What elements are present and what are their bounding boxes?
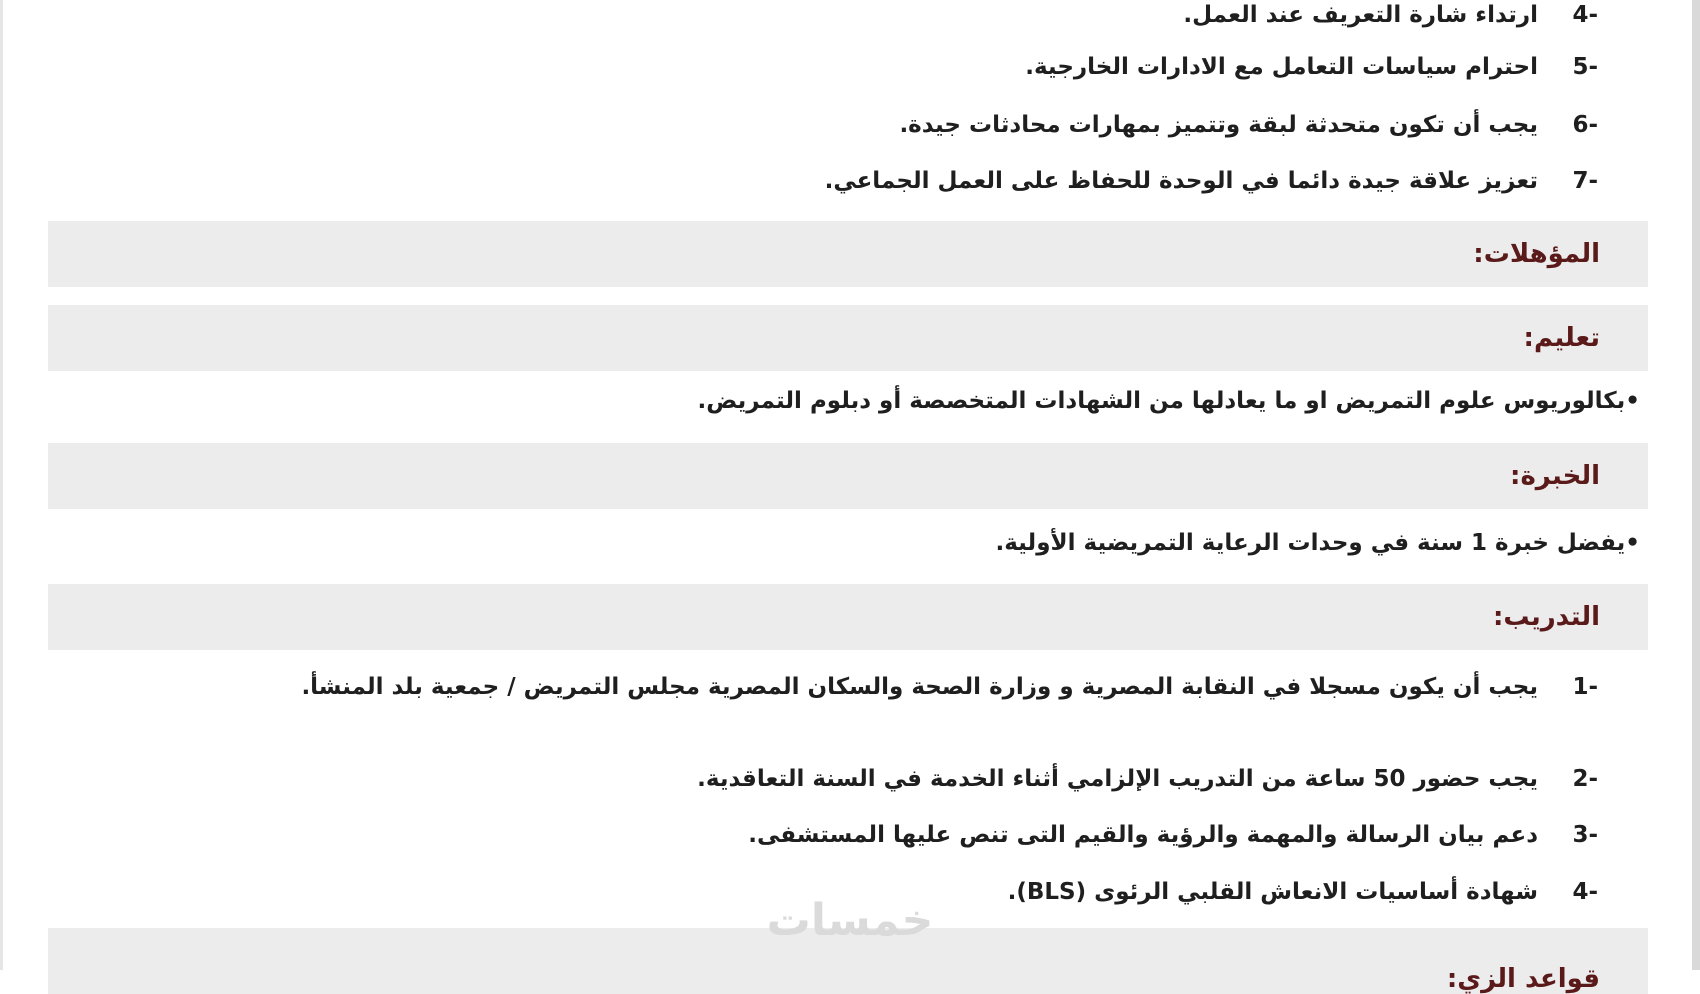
list-item-text: يجب حضور 50 ساعة من التدريب الإلزامي أثناء الخدمة في السنة التعاقدية. <box>697 766 1538 792</box>
list-item <box>128 48 1598 86</box>
list-item-text: يجب أن تكون متحدثة لبقة وتتميز بمهارات محادثات جيدة. <box>899 112 1538 138</box>
list-item-number: -2 <box>1572 766 1598 792</box>
list-item-text: ارتداء شارة التعريف عند العمل. <box>1183 2 1538 28</box>
training-heading: التدريب: <box>1493 602 1600 632</box>
experience-heading-box <box>48 443 1648 509</box>
education-heading: تعليم: <box>1523 323 1600 353</box>
list-item <box>128 760 1598 798</box>
list-item-number: -1 <box>1572 674 1598 700</box>
education-text: •بكالوريوس علوم التمريض او ما يعادلها من الشهادات المتخصصة أو دبلوم التمريض. <box>697 388 1640 414</box>
dress-code-heading: قواعد الزي: <box>1446 964 1600 994</box>
watermark-logo: خمسات <box>766 895 934 946</box>
list-item-number: -7 <box>1572 168 1598 194</box>
list-item-number: -4 <box>1572 2 1598 28</box>
page-left-edge <box>0 0 3 970</box>
list-item <box>128 106 1598 144</box>
list-item <box>128 816 1598 854</box>
list-item <box>128 0 1598 34</box>
list-item-text: تعزيز علاقة جيدة دائما في الوحدة للحفاظ على العمل الجماعي. <box>824 168 1538 194</box>
list-item-text: احترام سياسات التعامل مع الادارات الخارجية. <box>1025 54 1538 80</box>
list-item-number: -5 <box>1572 54 1598 80</box>
list-item-number: -3 <box>1572 822 1598 848</box>
list-item-number: -4 <box>1572 879 1598 905</box>
list-item-text: دعم بيان الرسالة والمهمة والرؤية والقيم التى تنص عليها المستشفى. <box>748 822 1538 848</box>
list-item <box>128 162 1598 200</box>
list-item-number: -6 <box>1572 112 1598 138</box>
document-content <box>48 0 1648 994</box>
list-item-text: شهادة أساسيات الانعاش القلبي الرئوى (BLS). <box>1007 879 1538 905</box>
education-heading-box <box>48 305 1648 371</box>
page-right-edge <box>1692 0 1700 970</box>
list-item-text: يجب أن يكون مسجلا في النقابة المصرية و وزارة الصحة والسكان المصرية مجلس التمريض / جمعية بلد المنشأ. <box>301 674 1538 700</box>
training-heading-box <box>48 584 1648 650</box>
experience-heading: الخبرة: <box>1510 461 1600 491</box>
qualifications-heading: المؤهلات: <box>1473 239 1600 269</box>
qualifications-heading-box <box>48 221 1648 287</box>
experience-text: •يفضل خبرة 1 سنة في وحدات الرعاية التمريضية الأولية. <box>995 530 1640 556</box>
list-item <box>128 668 1598 706</box>
